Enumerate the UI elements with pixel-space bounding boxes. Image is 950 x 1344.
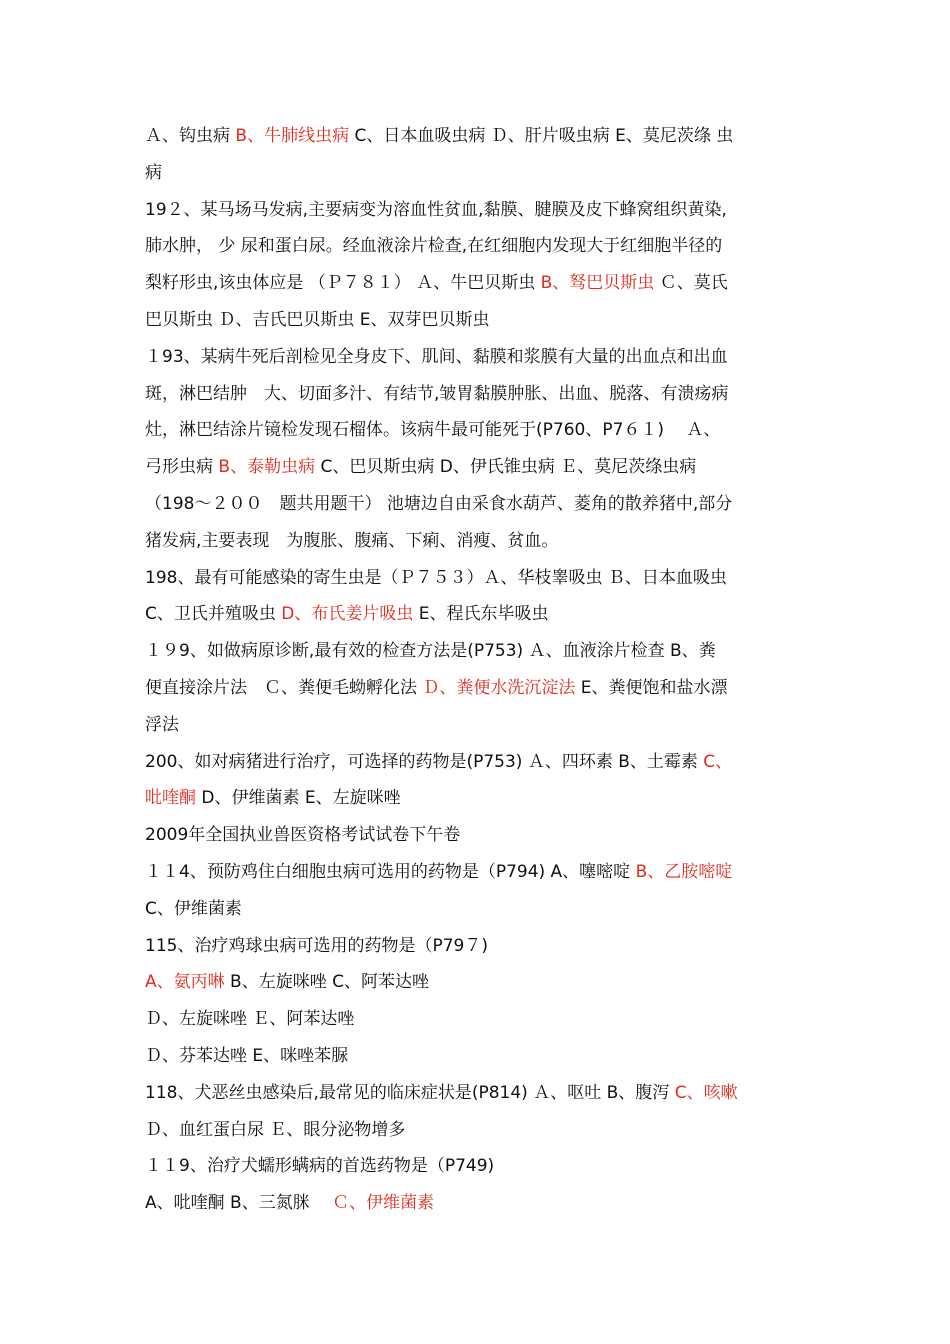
question-text: D、伊维菌素 E、左旋咪唑 [196,788,401,809]
question-text: B、左旋咪唑 C、阿苯达唑 [224,972,429,993]
text-line [145,486,810,523]
answer-text: C、咳嗽 [674,1082,738,1103]
question-text: A、吡喹酮 B、三氮脒 [145,1193,333,1214]
question-text: 病 [145,162,162,183]
question-text: 200、如对病猪进行治疗，可选择的药物是(P753) Ａ、四环素 B、土霉素 [145,751,704,772]
document-page [145,118,810,1222]
text-line [145,302,810,339]
question-text: 斑，淋巴结肿 大、切面多汁、有结节,皱胃黏膜肿胀、出血、脱落、有溃疡病 [145,383,729,404]
text-line [145,1038,810,1075]
answer-text: B、牛肺线虫病 [235,126,350,146]
answer-text: B、驽巴贝斯虫 [540,273,655,294]
question-text: Ｃ、莫氏 [654,273,728,294]
question-text: Ｄ、血红蛋白尿 Ｅ、眼分泌物增多 [145,1119,406,1140]
question-text: C、日本血吸虫病 Ｄ、肝片吸虫病 E、莫尼茨绦 虫 [349,126,734,146]
question-text: 浮法 [145,714,179,735]
text-line [145,1185,810,1222]
text-line [145,670,810,707]
question-text: １１4、预防鸡住白细胞虫病可选用的药物是（P794) A、噻嘧啶 [145,861,636,882]
question-text: １93、某病牛死后剖检见全身皮下、肌间、黏膜和浆膜有大量的出血点和出血 [145,346,728,367]
text-line [145,633,810,670]
answer-text: D、布氏姜片吸虫 [281,604,414,625]
question-text: 2009年全国执业兽医资格考试试卷下午卷 [145,825,461,846]
question-text: １９9、如做病原诊断,最有效的检查方法是(P753) Ａ、血液涂片检查 B、粪 [145,641,716,662]
text-line [145,707,810,744]
question-text: 梨籽形虫,该虫体应是 （Ｐ７８１） Ａ、牛巴贝斯虫 [145,273,541,294]
answer-text: Ｃ、伊维菌素 [332,1193,435,1214]
text-line [145,523,810,560]
text-line [145,891,810,928]
question-text: １１9、治疗犬蠕形螨病的首选药物是（P749) [145,1156,495,1177]
question-text: 便直接涂片法 Ｃ、粪便毛蚴孵化法 [145,677,423,698]
text-line [145,118,810,155]
text-line [145,854,810,891]
question-text: Ｄ、芬苯达唑 E、咪唑苯脲 [145,1045,349,1066]
text-line [145,449,810,486]
question-text: 19２、某马场马发病,主要病变为溶血性贫血,黏膜、腱膜及皮下蜂窝组织黄染, [145,199,727,220]
answer-text: A、氨丙啉 [145,972,225,993]
question-text: C、伊维菌素 [145,898,242,919]
question-text: 猪发病,主要表现 为腹胀、腹痛、下痢、消瘦、贫血。 [145,530,559,551]
question-text: E、粪便饱和盐水漂 [575,677,728,698]
text-line [145,560,810,597]
text-line [145,412,810,449]
text-line [145,596,810,633]
question-text: 弓形虫病 [145,457,219,478]
text-line [145,228,810,265]
text-line [145,964,810,1001]
answer-text: C、 [703,751,733,772]
text-line [145,376,810,413]
question-text: （198～２００ 题共用题干） 池塘边自由采食水葫芦、菱角的散养猪中,部分 [145,493,733,514]
text-line [145,192,810,229]
question-text: 巴贝斯虫 Ｄ、吉氏巴贝斯虫 E、双芽巴贝斯虫 [145,309,490,330]
text-line [145,1001,810,1038]
answer-text: 吡喹酮 [145,788,196,809]
question-text: C、卫氏并殖吸虫 [145,604,282,625]
question-text: Ａ、钩虫病 [145,126,236,146]
question-text: E、程氏东毕吸虫 [413,604,549,625]
text-line [145,744,810,781]
answer-text: B、乙胺嘧啶 [635,861,733,882]
question-text: Ｄ、左旋咪唑 Ｅ、阿苯达唑 [145,1009,355,1030]
question-text: 肺水肿， 少 尿和蛋白尿。经血液涂片检查,在红细胞内发现大于红细胞半径的 [145,236,723,257]
text-line [145,1112,810,1149]
text-line [145,1148,810,1185]
answer-text: Ｄ、粪便水洗沉淀法 [422,677,576,698]
answer-text: B、泰勒虫病 [218,457,316,478]
text-line [145,817,810,854]
text-line [145,265,810,302]
text-line [145,1075,810,1112]
question-text: 115、治疗鸡球虫病可选用的药物是（P79７) [145,935,488,956]
text-line [145,928,810,965]
question-text: 198、最有可能感染的寄生虫是（Ｐ７５３）Ａ、华枝睾吸虫 Ｂ、日本血吸虫 [145,567,727,588]
text-line [145,339,810,376]
question-text: C、巴贝斯虫病 D、伊氏锥虫病 Ｅ、莫尼茨绦虫病 [315,457,697,478]
question-text: 118、犬恶丝虫感染后,最常见的临床症状是(P814) Ａ、呕吐 B、腹泻 [145,1082,675,1103]
text-line [145,155,810,192]
text-line [145,780,810,817]
question-text: 灶，淋巴结涂片镜检发现石榴体。该病牛最可能死于(P760、P7６１) Ａ、 [145,420,721,441]
